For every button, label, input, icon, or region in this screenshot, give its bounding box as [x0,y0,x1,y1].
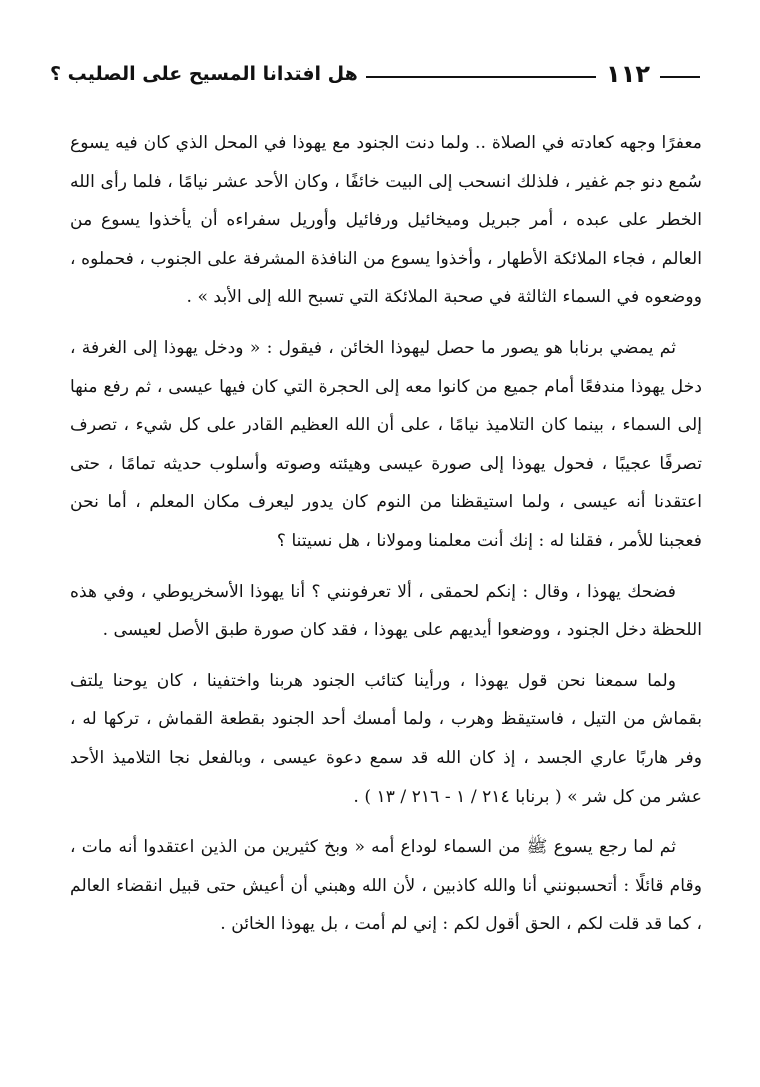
header-rule-middle [366,76,596,78]
paragraph-1: معفرًا وجهه كعادته في الصلاة .. ولما دنت الجنود مع يهوذا في المحل الذي كان فيه يسوع سُمع دنو جم غفير ، فلذلك انسحب إلى البيت خائفًا ، وكان الأحد عشر نيامًا ، فلما رأى الله الخطر على عبده ، أمر جبريل وميخائيل ورفائيل وأوريل سفراءه أن يأخذوا يسوع من العالم ، فجاء الملائكة الأطهار ، وأخذوا يسوع من النافذة المشرفة على الجنوب ، فحملوه ، ووضعوه في السماء الثالثة في صحبة الملائكة التي تسبح الله إلى الأبد » . [70,133,702,308]
page-header [50,48,700,88]
paragraph-3: فضحك يهوذا ، وقال : إنكم لحمقى ، ألا تعرفونني ؟ أنا يهوذا الأسخريوطي ، وفي هذه اللحظة دخل الجنود ، ووضعوا أيديهم على يهوذا ، فقد كان صورة طبق الأصل لعيسى . [70,581,702,641]
paragraph-2: ثم يمضي برنابا هو يصور ما حصل ليهوذا الخائن ، فيقول : « ودخل يهوذا إلى الغرفة ، دخل يهوذا مندفعًا أمام جميع من كانوا معه إلى الحجرة التي كان فيها عيسى ، ثم رفع منها إلى السماء ، بينما كان التلاميذ نيامًا ، على أن الله العظيم القادر على كل شيء ، تصرف تصرفًا عجيبًا ، فحول يهوذا إلى صورة عيسى وهيئته وصوته وأسلوب حديثه تمامًا ، حتى اعتقدنا أنه عيسى ، ولما استيقظنا من النوم كان يدور ليعرف مكان المعلم ، أما نحن فعجبنا للأمر ، فقلنا له : إنك أنت معلمنا ومولانا ، هل نسيتنا ؟ [70,337,702,551]
header-rule-right [660,76,700,78]
paragraph-4: ولما سمعنا نحن قول يهوذا ، ورأينا كتائب الجنود هربنا واختفينا ، كان يوحنا يلتف بقماش من التيل ، فاستيقظ وهرب ، ولما أمسك أحد الجنود بقطعة القماش ، تركها له ، وفر هاربًا عاري الجسد ، إذ كان الله قد سمع دعوة عيسى ، وبالفعل نجا التلاميذ الأحد عشر من كل شر » ( برنابا ٢١٤ / ١ - ٢١٦ / ١٣ ) . [70,670,702,807]
body-text [70,124,702,956]
paragraph-5: ثم لما رجع يسوع ﷺ من السماء لوداع أمه « وبخ كثيرين من الذين اعتقدوا أنه مات ، وقام قائلًا : أتحسبونني أنا والله كاذبين ، لأن الله وهبني أن أعيش حتى قبيل انقضاء العالم ، كما قد قلت لكم ، الحق أقول لكم : إني لم أمت ، بل يهوذا الخائن . [70,837,702,935]
page-number: ١١٢ [606,60,650,88]
running-title: هل افتدانا المسيح على الصليب ؟ [50,63,358,85]
